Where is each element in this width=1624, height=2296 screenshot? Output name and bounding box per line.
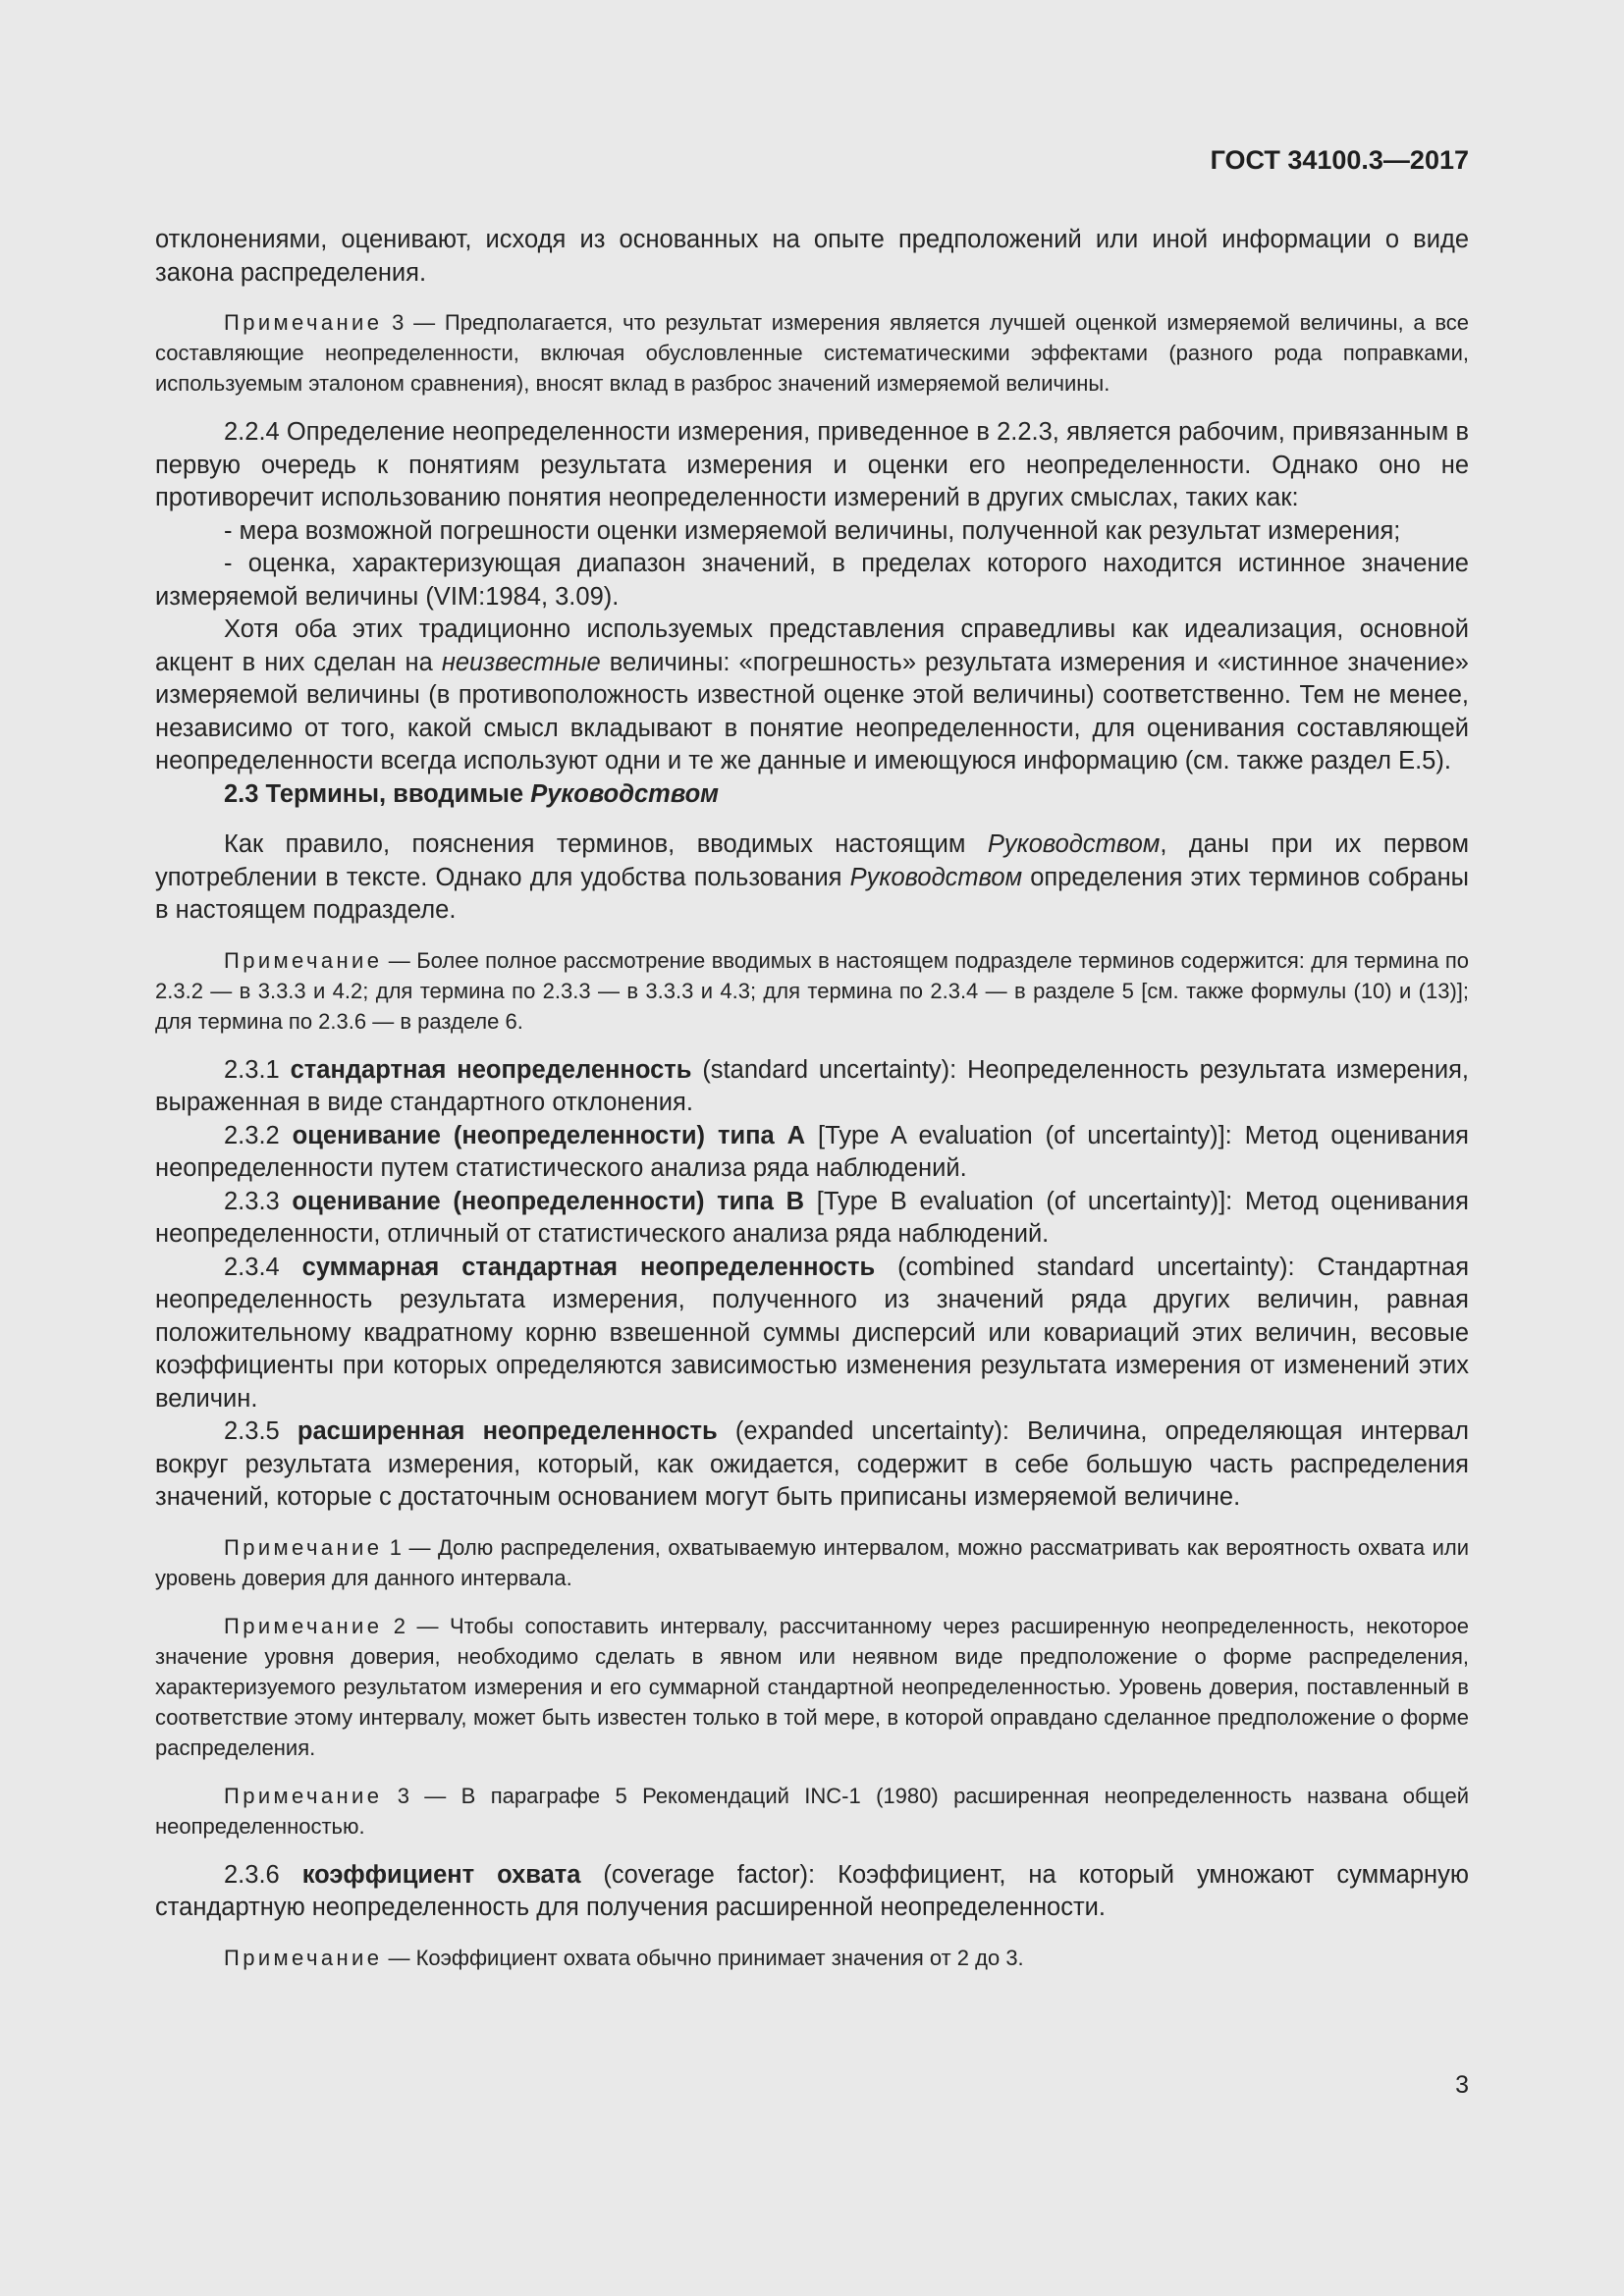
list-item-dash-1: - мера возможной погрешности оценки измеряемой величины, полученной как результат измерения; xyxy=(224,516,1401,545)
section-heading-2-3: 2.3 Термины, вводимые Руководством xyxy=(224,779,720,808)
term-2-3-1: 2.3.1 стандартная неопределенность (standard uncertainty): Неопределенность результата измерения, выраженная в виде стандартного отклонения. xyxy=(155,1055,1469,1116)
document-id-header: ГОСТ 34100.3—2017 xyxy=(1210,145,1469,175)
clause-2-2-4: 2.2.4 Определение неопределенности измерения, приведенное в 2.2.3, является рабочим, привязанным в первую очередь к понятиям результата измерения и оценки его неопределенности. Однако оно не противоречит использованию понятия неопределенности измерений в других смыслах, таких как: xyxy=(155,418,1469,511)
note-3-expanded: Примечание 3 — В параграфе 5 Рекомендаций INC-1 (1980) расширенная неопределенность названа общей неопределенностью. xyxy=(155,1783,1469,1839)
note-2-expanded: Примечание 2 — Чтобы сопоставить интервалу, рассчитанному через расширенную неопределенность, некоторое значение уровня доверия, необходимо сделать в явном или неявном виде предположение о форме распределения, характеризуемого результатом измерения и его суммарной стандартной неопределенностью. Уровень доверия, поставленный в соответствие этому интервалу, может быть известен только в той мере, в которой оправдано сделанное предположение о форме распределения. xyxy=(155,1613,1469,1760)
note-1-expanded: Примечание 1 — Долю распределения, охватываемую интервалом, можно рассматривать как вероятность охвата или уровень доверия для данного интервала. xyxy=(155,1534,1469,1590)
paragraph-terms-intro: Как правило, пояснения терминов, вводимых настоящим Руководством, даны при их первом употреблении в тексте. Однако для удобства пользования Руководством определения этих терминов собраны в настоящем подразделе. xyxy=(155,830,1469,924)
term-2-3-6: 2.3.6 коэффициент охвата (coverage factor): Коэффициент, на который умножают суммарную стандартную неопределенность для получения расширенной неопределенности. xyxy=(155,1860,1469,1921)
term-2-3-5: 2.3.5 расширенная неопределенность (expanded uncertainty): Величина, определяющая интервал вокруг результата измерения, который, как ожидается, содержит в себе большую часть распределения значений, которые с достаточным основанием могут быть приписаны измеряемой величине. xyxy=(155,1417,1469,1511)
page-content xyxy=(155,224,1469,1973)
term-2-3-3: 2.3.3 оценивание (неопределенности) типа В [Type B evaluation (of uncertainty)]: Метод оценивания неопределенности, отличный от статистического анализа ряда наблюдений. xyxy=(155,1187,1469,1248)
note-terms-reference: Примечание — Более полное рассмотрение вводимых в настоящем подразделе терминов содержится: для термина по 2.3.2 — в 3.3.3 и 4.2; для термина по 2.3.3 — в 3.3.3 и 4.3; для термина по 2.3.4 — в разделе 5 [см. также формулы (10) и (13)]; для термина по 2.3.6 — в разделе 6. xyxy=(155,947,1469,1034)
term-2-3-2: 2.3.2 оценивание (неопределенности) типа А [Type A evaluation (of uncertainty)]: Метод оценивания неопределенности путем статистического анализа ряда наблюдений. xyxy=(155,1121,1469,1182)
paragraph-continuation: отклонениями, оценивают, исходя из основанных на опыте предположений или иной информации о виде закона распределения. xyxy=(155,226,1469,287)
list-item-dash-2: - оценка, характеризующая диапазон значений, в пределах которого находится истинное значение измеряемой величины (VIM:1984, 3.09). xyxy=(155,550,1469,611)
term-2-3-4: 2.3.4 суммарная стандартная неопределенность (combined standard uncertainty): Стандартная неопределенность результата измерения, полученного из значений ряда других величин, равная положительному квадратному корню взвешенной суммы дисперсий или ковариаций этих величин, весовые коэффициенты при которых определяются зависимостью изменения результата измерения от изменений этих величин. xyxy=(155,1253,1469,1413)
page-number: 3 xyxy=(1455,2071,1469,2099)
note-3-parameter: Примечание 3 — Предполагается, что результат измерения является лучшей оценкой измеряемой величины, а все составляющие неопределенности, включая обусловленные систематическими эффектами (разного рода поправками, используемым эталоном сравнения), вносят вклад в разброс значений измеряемой величины. xyxy=(155,310,1469,396)
note-coverage-factor: Примечание — Коэффициент охвата обычно принимает значения от 2 до 3. xyxy=(224,1945,1024,1970)
paragraph-representations: Хотя оба этих традиционно используемых представления справедливы как идеализация, основной акцент в них сделан на неизвестные величины: «погрешность» результата измерения и «истинное значение» измеряемой величины (в противоположность известной оценке этой величины) соответственно. Тем не менее, независимо от того, какой смысл вкладывают в понятие неопределенности, для оценивания составляющей неопределенности всегда используют одни и те же данные и имеющуюся информацию (см. также раздел Е.5). xyxy=(155,615,1469,774)
